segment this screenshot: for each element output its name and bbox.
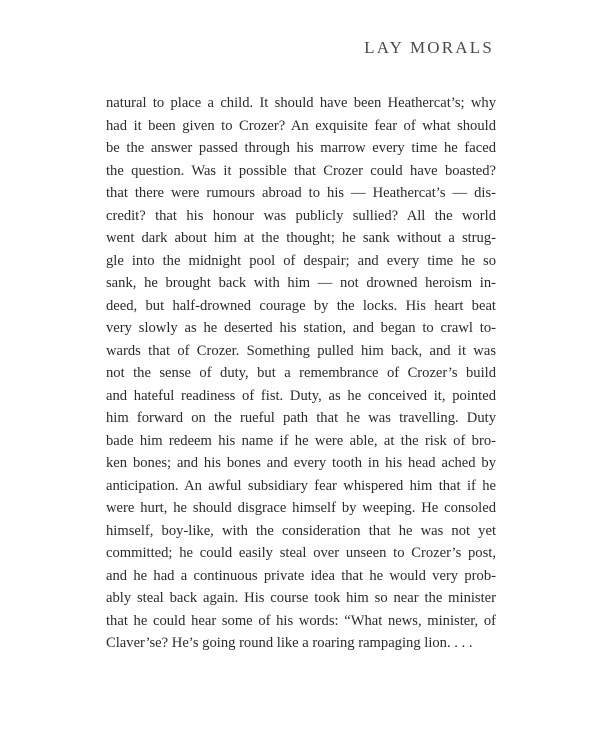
running-head: LAY MORALS	[364, 38, 494, 57]
text-line: ken bones; and his bones and every tooth in his head ached by	[106, 455, 496, 471]
text-line: that he could hear some of his words: “What news, minister, of	[106, 612, 496, 629]
text-line: credit? that his honour was publicly sullied? All the world	[106, 207, 496, 224]
text-line: wards that of Crozer. Something pulled him back, and it was	[106, 342, 496, 359]
text-line: anticipation. An awful subsidiary fear whispered him that if he	[106, 477, 496, 494]
text-line: went dark about him at the thought; he sank without a strug-	[106, 230, 496, 246]
text-line: deed, but half-drowned courage by the locks. His heart beat	[106, 297, 496, 314]
text-line: gle into the midnight pool of despair; and every time he so	[106, 252, 496, 269]
text-line: had it been given to Crozer? An exquisite fear of what should	[106, 117, 496, 134]
text-line-last: Claver’se? He’s going round like a roaring rampaging lion. . . .	[106, 635, 473, 651]
text-line: not the sense of duty, but a remembrance of Crozer’s build	[106, 365, 496, 381]
text-line: very slowly as he deserted his station, and began to crawl to-	[106, 320, 496, 336]
text-line: bade him redeem his name if he were able, at the risk of bro-	[106, 432, 496, 449]
text-line: were hurt, he should disgrace himself by weeping. He consoled	[106, 500, 496, 516]
text-line: that there were rumours abroad to his — Heathercat’s — dis-	[106, 185, 496, 201]
text-line: be the answer passed through his marrow every time he faced	[106, 140, 496, 156]
body-text	[106, 92, 496, 655]
text-line: sank, he brought back with him — not drowned heroism in-	[106, 275, 496, 291]
text-line: him forward on the rueful path that he was travelling. Duty	[106, 410, 496, 426]
text-line: natural to place a child. It should have been Heathercat’s; why	[106, 95, 496, 111]
text-line: the question. Was it possible that Crozer could have boasted?	[106, 162, 496, 179]
text-line: himself, boy-like, with the consideration that he was not yet	[106, 522, 496, 539]
text-line: ably steal back again. His course took him so near the minister	[106, 590, 496, 606]
text-line: and he had a continuous private idea that he would very prob-	[106, 567, 496, 584]
text-line: committed; he could easily steal over unseen to Crozer’s post,	[106, 545, 496, 561]
text-line: and hateful readiness of fist. Duty, as he conceived it, pointed	[106, 387, 496, 404]
